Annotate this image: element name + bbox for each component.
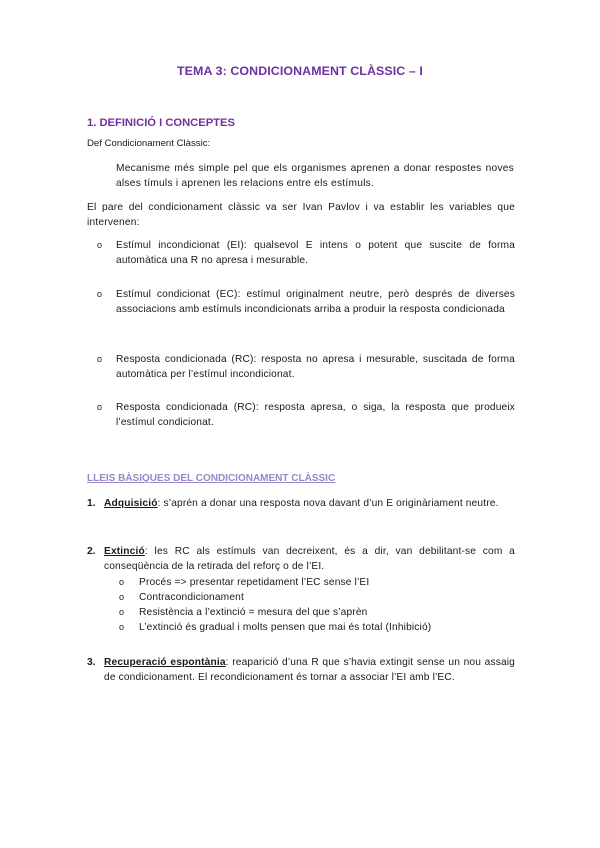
law-term: Extinció [104,546,145,557]
law-item-recuperacio-espontania [87,655,515,685]
law-item-adquisicio [87,496,515,511]
definition-text: Mecanisme més simple pel que els organismes aprenen a donar respostes noves alses tímuls i aprenen les relacions entre els estímuls. [116,163,514,189]
section-heading-definition: 1. DEFINICIÓ I CONCEPTES [87,117,235,129]
sub-list-item [119,620,515,635]
law-term: Recuperació espontània [104,657,226,668]
page-title: TEMA 3: CONDICIONAMENT CLÀSSIC – I [177,64,423,78]
law-item-extincio [87,544,515,574]
intro-paragraph: El pare del condicionament clàssic va ser Ivan Pavlov i va establir les variables que intervenen: [87,202,515,228]
bullet-marker: o [119,592,125,602]
list-item-text: Resposta condicionada (RC): resposta no apresa i mesurable, suscitada de forma automàtica per l’estímul incondicionat. [116,354,515,380]
sub-list-item-text: L’extinció és gradual i molts pensen que mai és total (Inhibició) [139,622,432,633]
law-number: 3. [87,657,96,668]
bullet-marker: o [119,622,125,632]
definition-label: Def Condicionament Clàssic: [87,138,211,149]
law-text: : les RC als estímuls van decreixent, és a dir, van debilitant-se com a conseqüència de la retirada del reforç o de l’EI. [104,546,515,572]
bullet-marker: o [119,577,125,587]
list-item-text: Resposta condicionada (RC): resposta apresa, o siga, la resposta que produeix l’estímul condicionat. [116,402,515,428]
bullet-marker: o [97,289,103,299]
sub-list-item-text: Resistència a l’extinció = mesura del que s’aprèn [139,607,368,618]
law-body [104,544,515,574]
list-item-resposta-condicionada [97,400,515,430]
law-number: 2. [87,546,96,557]
law-number: 1. [87,498,96,509]
law-term: Adquisició [104,498,158,509]
section-heading-laws-text: LLEIS BÀSIQUES DEL CONDICIONAMENT CLÀSSIC [87,473,336,484]
law-text: : s’aprén a donar una resposta nova davant d’un E originàriament neutre. [157,498,499,509]
list-item-estimul-incondicionat [97,238,515,268]
law-body [104,655,515,685]
list-item-text: Estímul condicionat (EC): estímul originalment neutre, però després de diverses associacions amb estímuls incondicionats arriba a produir la resposta condicionada [116,289,515,315]
list-item-resposta-incondicionada [97,352,515,382]
sub-list-item-text: Procés => presentar repetidament l’EC sense l’EI [139,577,370,588]
sub-list-item [119,605,515,620]
bullet-marker: o [97,240,103,250]
bullet-marker: o [119,607,125,617]
list-item-text: Estímul incondicionat (EI): qualsevol E intens o potent que suscite de forma automàtica una R no apresa i mesurable. [116,240,515,266]
law-body [104,496,515,511]
bullet-marker: o [97,354,103,364]
sub-list-item [119,590,515,605]
section-heading-laws [87,471,502,486]
sub-list-item-text: Contracondicionament [139,592,244,603]
list-item-estimul-condicionat [97,287,515,317]
sub-list-item [119,575,515,590]
law-text: : reaparició d’una R que s’havia extingit sense un nou assaig de condicionament. El recondicionament és tornar a associar l’EI amb l’EC. [104,657,515,683]
bullet-marker: o [97,402,103,412]
